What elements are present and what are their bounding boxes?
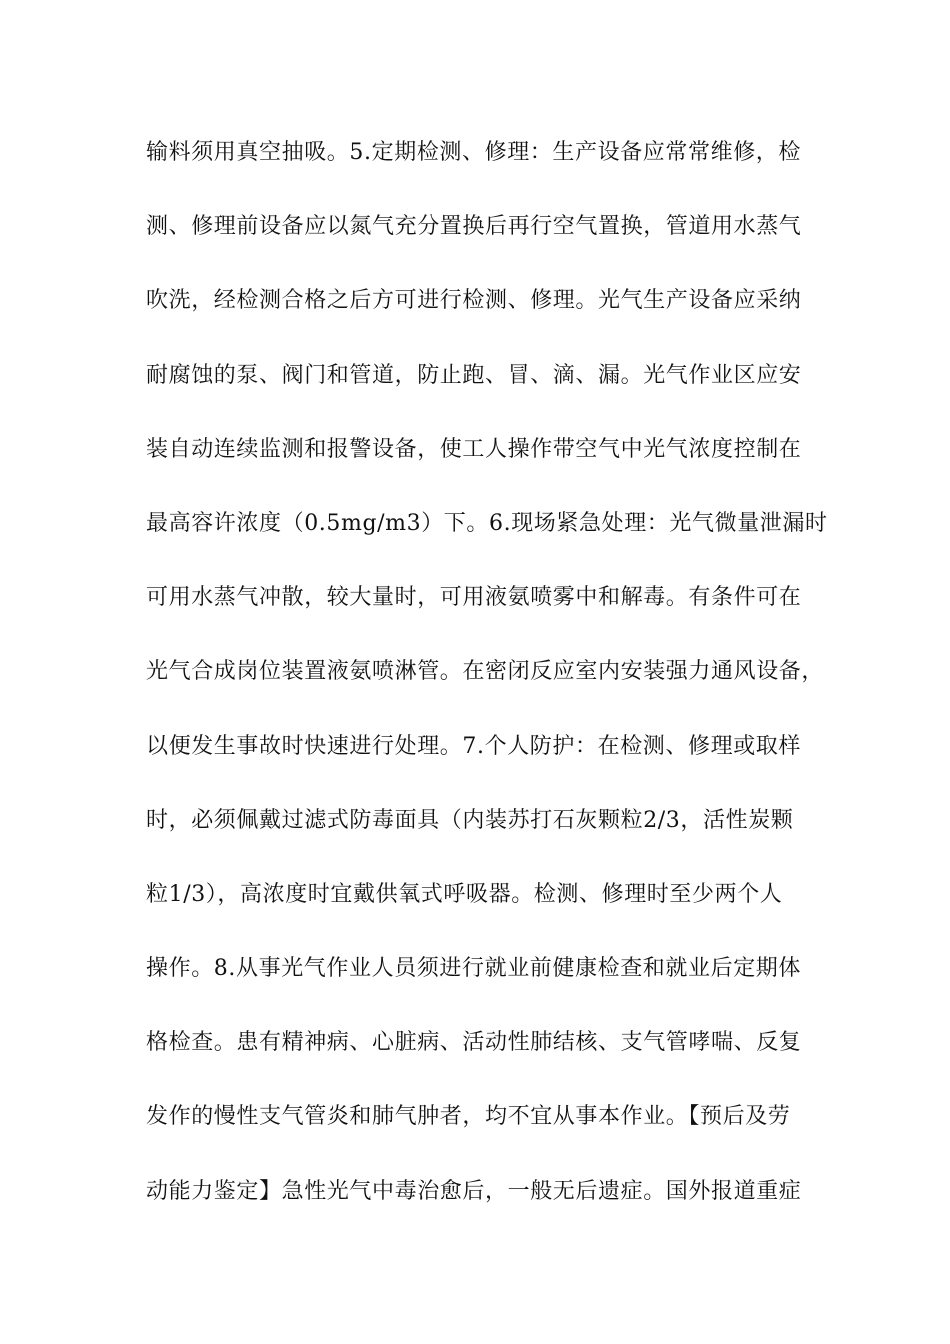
text-line: 操作。8.从事光气作业人员须进行就业前健康检查和就业后定期体 xyxy=(146,956,801,982)
text-line: 发作的慢性支气管炎和肺气肿者，均不宜从事本作业。【预后及劳 xyxy=(146,1104,791,1130)
text-line: 输料须用真空抽吸。5.定期检测、修理：生产设备应常常维修，检 xyxy=(146,140,801,165)
text-line: 格检查。患有精神病、心脏病、活动性肺结核、支气管哮喘、反复 xyxy=(146,1030,802,1056)
text-line: 耐腐蚀的泵、阀门和管道，防止跑、冒、滴、漏。光气作业区应安 xyxy=(146,362,802,388)
text-line: 粒1/3），高浓度时宜戴供氧式呼吸器。检测、修理时至少两个人 xyxy=(146,881,783,907)
text-line: 可用水蒸气冲散，较大量时，可用液氨喷雾中和解毒。有条件可在 xyxy=(146,585,802,611)
text-line: 装自动连续监测和报警设备，使工人操作带空气中光气浓度控制在 xyxy=(146,436,802,462)
text-line: 时，必须佩戴过滤式防毒面具（内装苏打石灰颗粒2/3，活性炭颗 xyxy=(146,807,794,833)
text-line: 最高容许浓度（0.5mg/m3）下。6.现场紧急处理：光气微量泄漏时 xyxy=(146,510,828,536)
text-line: 测、修理前设备应以氮气充分置换后再行空气置换，管道用水蒸气 xyxy=(146,214,802,240)
body-text xyxy=(146,131,836,1244)
text-line: 动能力鉴定】急性光气中毒治愈后，一般无后遗症。国外报道重症 xyxy=(146,1178,802,1204)
text-line: 以便发生事故时快速进行处理。7.个人防护：在检测、修理或取样 xyxy=(146,733,801,759)
text-line: 吹洗，经检测合格之后方可进行检测、修理。光气生产设备应采纳 xyxy=(146,288,802,314)
text-line: 光气合成岗位装置液氨喷淋管。在密闭反应室内安装强力通风设备， xyxy=(146,659,825,685)
